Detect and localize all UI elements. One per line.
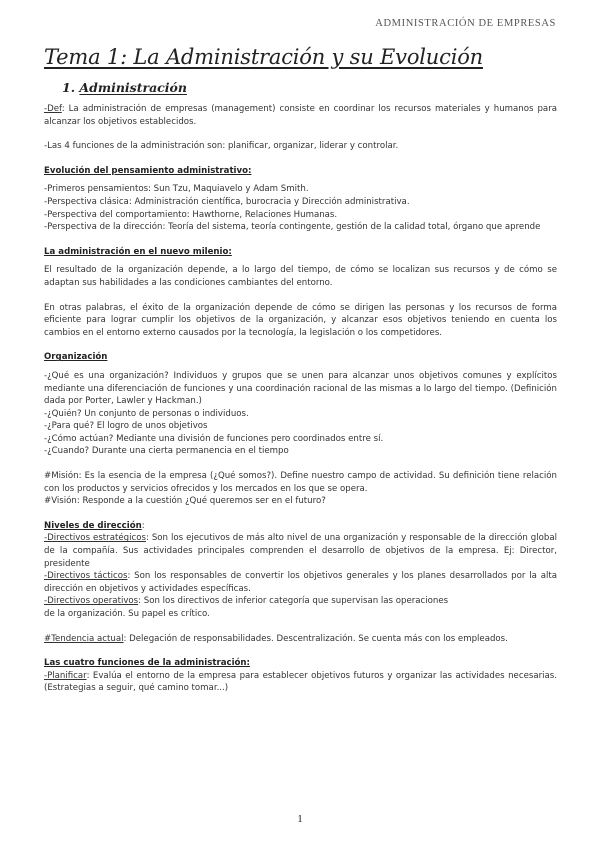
vision-line: #Visión: Responde a la cuestión ¿Qué queremos ser en el futuro? (44, 496, 326, 507)
millennium-paragraph-2: En otras palabras, el éxito de la organización depende de cómo se dirigen las personas y los recursos de forma eficiente para lograr cumplir los objetivos de la organización, y alcanzar esos objetivos teniendo en cuenta los cambios en el entorno externo causados por la tecnología, la legislación o los competidores. (44, 302, 557, 338)
def-label: -Def (44, 104, 62, 114)
strategic-text: : Son los ejecutivos de más alto nivel de una organización y responsable de la dirección global de la compañía. Sus actividades principales comprenden el desarrollo de objetivos de la empresa. Ej: Director, presidente (44, 533, 557, 569)
levels-heading-colon: : (141, 520, 145, 531)
tactical-label: -Directivos tácticos (44, 571, 128, 582)
def-text: : La administración de empresas (management) consiste en coordinar los recursos materiales y humanos para alcanzar los objetivos establecidos. (44, 104, 557, 127)
organization-question: -¿Qué es una organización? Individuos y grupos que se unen para alcanzar unos objetivos comunes y explícitos mediante una diferenciación de funciones y una coordinación racional de las mismas a lo largo del tiempo. (Definición dada por Porter, Lawler y Hackman.) (44, 370, 557, 407)
strategic-label: -Directivos estratégicos (44, 533, 146, 544)
mission-paragraph: #Misión: Es la esencia de la empresa (¿Qué somos?). Define nuestro campo de actividad. Su definición tiene relación con los productos y servicios ofrecidos y los mercados en los que se opera. (44, 471, 557, 494)
tactical-text: : Son los responsables de convertir los objetivos generales y los planes desarrollados por la alta dirección en objetivos y actividades específicas. (44, 571, 557, 594)
four-functions-heading: Las cuatro funciones de la administración: (44, 658, 250, 669)
plan-text: : Evalúa el entorno de la empresa para establecer objetivos futuros y organizar las actividades necesarias. (Estrategias a seguir, qué camino tomar...) (44, 670, 557, 694)
functions-line: -Las 4 funciones de la administración son: planificar, organizar, liderar y controlar. (44, 141, 399, 152)
section-title-text: Administración (79, 80, 187, 95)
section-number: 1. (62, 80, 76, 95)
organization-question: -¿Para qué? El logro de unos objetivos (44, 421, 208, 432)
millennium-paragraph-1: El resultado de la organización depende, a lo largo del tiempo, de cómo se localizan sus recursos y de cómo se adaptan sus habilidades a las condiciones cambiantes del entorno. (44, 265, 557, 288)
operative-label: -Directivos operativos (44, 596, 139, 607)
definition-paragraph (44, 103, 557, 128)
trend-label: #Tendencia actual (44, 633, 124, 644)
evolution-item: -Perspectiva de la dirección: Teoría del sistema, teoría contingente, gestión de la calidad total, órgano que aprende (44, 222, 541, 233)
tactical-directors (44, 570, 557, 595)
operative-directors (44, 595, 557, 608)
evolution-heading: Evolución del pensamiento administrativo: (44, 165, 252, 176)
levels-heading (44, 520, 557, 533)
page-number: 1 (297, 813, 303, 825)
plan-function (44, 670, 557, 695)
operative-text: : Son los directivos de inferior categoría que supervisan las operaciones (138, 596, 449, 607)
plan-label: -Planificar (44, 670, 87, 681)
evolution-item: -Perspectiva del comportamiento: Hawthorne, Relaciones Humanas. (44, 209, 338, 220)
running-header: ADMINISTRACIÓN DE EMPRESAS (375, 18, 556, 29)
section-title (62, 80, 187, 95)
evolution-item: -Perspectiva clásica: Administración científica, burocracia y Dirección administrativa. (44, 196, 410, 207)
organization-heading: Organización (44, 352, 108, 363)
page-title: Tema 1: La Administración y su Evolución (44, 45, 483, 69)
strategic-directors (44, 532, 557, 570)
document-body (44, 103, 557, 695)
trend-line (44, 633, 557, 646)
organization-question: -¿Cuando? Durante una cierta permanencia en el tiempo (44, 446, 289, 457)
levels-heading-text: Niveles de dirección (44, 520, 142, 531)
organization-question: -¿Quién? Un conjunto de personas o individuos. (44, 408, 249, 419)
evolution-item: -Primeros pensamientos: Sun Tzu, Maquiavelo y Adam Smith. (44, 184, 309, 195)
organization-question: -¿Cómo actúan? Mediante una división de funciones pero coordinados entre sí. (44, 433, 384, 444)
trend-text: : Delegación de responsabilidades. Descentralización. Se cuenta más con los empleados. (123, 633, 508, 644)
operative-directors-cont: de la organización. Su papel es crítico. (44, 609, 210, 619)
millennium-heading: La administración en el nuevo milenio: (44, 246, 232, 257)
